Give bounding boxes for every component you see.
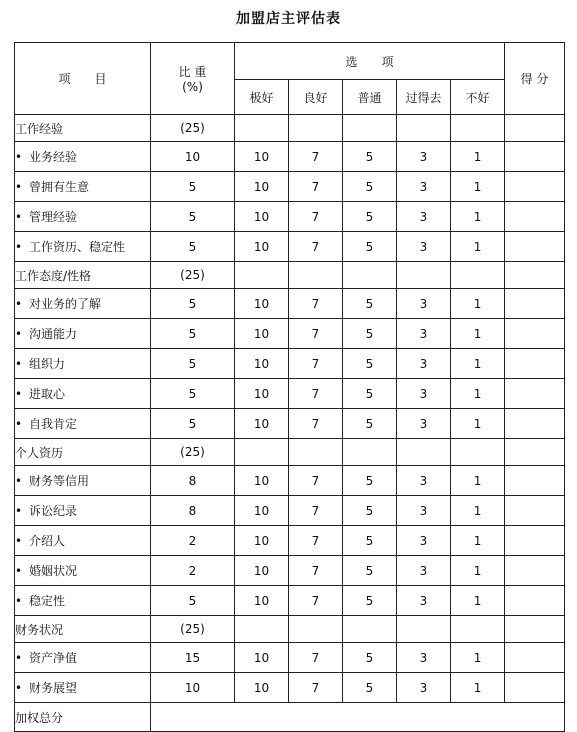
table-body (15, 115, 565, 732)
option-score-0: 10 (235, 289, 289, 319)
table-row (15, 289, 565, 319)
option-score-0: 10 (235, 172, 289, 202)
option-score-0: 10 (235, 586, 289, 616)
item-name-cell (15, 289, 151, 319)
option-score-0: 10 (235, 232, 289, 262)
empty-cell (235, 616, 289, 643)
section-name: 工作态度/性格 (15, 262, 151, 289)
option-score-0: 10 (235, 202, 289, 232)
option-score-4: 1 (451, 409, 505, 439)
item-weight: 8 (151, 496, 235, 526)
item-name: 对业务的了解 (29, 297, 102, 311)
empty-cell (343, 262, 397, 289)
table-row (15, 673, 565, 703)
option-score-2: 5 (343, 526, 397, 556)
item-name-cell (15, 496, 151, 526)
item-name: 组织力 (29, 357, 66, 371)
total-value-cell (151, 703, 565, 732)
option-score-3: 3 (397, 349, 451, 379)
item-weight: 5 (151, 289, 235, 319)
bullet-icon: • (15, 387, 23, 401)
score-cell (505, 616, 565, 643)
option-score-3: 3 (397, 556, 451, 586)
option-score-4: 1 (451, 556, 505, 586)
option-score-2: 5 (343, 673, 397, 703)
bullet-icon: • (15, 150, 23, 164)
item-weight: 5 (151, 172, 235, 202)
item-name-cell (15, 202, 151, 232)
option-score-1: 7 (289, 379, 343, 409)
total-row (15, 703, 565, 732)
option-score-4: 1 (451, 202, 505, 232)
bullet-icon: • (15, 474, 23, 488)
score-cell (505, 319, 565, 349)
table-row (15, 466, 565, 496)
option-score-1: 7 (289, 586, 343, 616)
bullet-icon: • (15, 327, 23, 341)
option-score-2: 5 (343, 202, 397, 232)
empty-cell (451, 439, 505, 466)
option-score-0: 10 (235, 379, 289, 409)
option-score-4: 1 (451, 586, 505, 616)
table-row (15, 496, 565, 526)
option-header-1: 良好 (289, 80, 343, 115)
option-score-3: 3 (397, 319, 451, 349)
option-score-4: 1 (451, 289, 505, 319)
item-weight: 5 (151, 202, 235, 232)
table-row (15, 142, 565, 172)
option-score-3: 3 (397, 172, 451, 202)
option-score-2: 5 (343, 349, 397, 379)
option-score-0: 10 (235, 466, 289, 496)
evaluation-table (14, 42, 565, 732)
option-score-3: 3 (397, 379, 451, 409)
empty-cell (289, 115, 343, 142)
item-name: 稳定性 (29, 594, 66, 608)
table-row (15, 586, 565, 616)
score-cell (505, 172, 565, 202)
table-row (15, 349, 565, 379)
empty-cell (397, 115, 451, 142)
score-cell (505, 526, 565, 556)
option-score-3: 3 (397, 289, 451, 319)
bullet-icon: • (15, 681, 23, 695)
item-name-cell (15, 643, 151, 673)
section-row (15, 262, 565, 289)
score-cell (505, 496, 565, 526)
empty-cell (451, 262, 505, 289)
option-score-4: 1 (451, 172, 505, 202)
table-row (15, 172, 565, 202)
table-row (15, 379, 565, 409)
option-score-1: 7 (289, 172, 343, 202)
option-score-3: 3 (397, 409, 451, 439)
option-score-3: 3 (397, 496, 451, 526)
option-score-3: 3 (397, 142, 451, 172)
option-score-1: 7 (289, 349, 343, 379)
option-score-1: 7 (289, 289, 343, 319)
section-weight: (25) (151, 262, 235, 289)
item-name-cell (15, 379, 151, 409)
option-score-0: 10 (235, 349, 289, 379)
empty-cell (289, 262, 343, 289)
option-score-2: 5 (343, 319, 397, 349)
item-weight: 5 (151, 409, 235, 439)
score-column-header: 得 分 (505, 43, 565, 115)
score-cell (505, 439, 565, 466)
empty-cell (289, 616, 343, 643)
item-name: 婚姻状况 (29, 564, 78, 578)
header-row-top (15, 43, 565, 80)
option-score-0: 10 (235, 409, 289, 439)
option-score-1: 7 (289, 466, 343, 496)
bullet-icon: • (15, 297, 23, 311)
score-cell (505, 349, 565, 379)
empty-cell (397, 439, 451, 466)
item-weight: 15 (151, 643, 235, 673)
empty-cell (343, 439, 397, 466)
option-score-3: 3 (397, 526, 451, 556)
score-cell (505, 289, 565, 319)
item-name-cell (15, 586, 151, 616)
option-score-4: 1 (451, 466, 505, 496)
item-name-cell (15, 409, 151, 439)
empty-cell (451, 115, 505, 142)
score-cell (505, 379, 565, 409)
option-score-0: 10 (235, 496, 289, 526)
option-score-1: 7 (289, 142, 343, 172)
empty-cell (235, 262, 289, 289)
score-cell (505, 466, 565, 496)
option-score-4: 1 (451, 142, 505, 172)
option-score-4: 1 (451, 319, 505, 349)
option-score-3: 3 (397, 643, 451, 673)
option-score-2: 5 (343, 232, 397, 262)
option-score-2: 5 (343, 643, 397, 673)
option-score-1: 7 (289, 232, 343, 262)
bullet-icon: • (15, 651, 23, 665)
option-score-1: 7 (289, 526, 343, 556)
option-score-4: 1 (451, 496, 505, 526)
item-weight: 5 (151, 379, 235, 409)
score-cell (505, 673, 565, 703)
option-score-3: 3 (397, 232, 451, 262)
score-cell (505, 262, 565, 289)
score-cell (505, 202, 565, 232)
item-name-cell (15, 556, 151, 586)
option-score-3: 3 (397, 202, 451, 232)
bullet-icon: • (15, 357, 23, 371)
table-row (15, 202, 565, 232)
section-weight: (25) (151, 616, 235, 643)
item-column-header: 项 目 (15, 43, 151, 115)
empty-cell (343, 115, 397, 142)
bullet-icon: • (15, 417, 23, 431)
option-score-0: 10 (235, 673, 289, 703)
table-row (15, 232, 565, 262)
item-name: 工作资历、稳定性 (29, 240, 126, 254)
bullet-icon: • (15, 594, 23, 608)
page-title: 加盟店主评估表 (236, 11, 341, 27)
item-name-cell (15, 466, 151, 496)
option-header-2: 普通 (343, 80, 397, 115)
option-score-3: 3 (397, 466, 451, 496)
option-score-3: 3 (397, 586, 451, 616)
section-name: 财务状况 (15, 616, 151, 643)
option-header-3: 过得去 (397, 80, 451, 115)
option-score-4: 1 (451, 379, 505, 409)
bullet-icon: • (15, 564, 23, 578)
item-name: 介绍人 (29, 534, 66, 548)
score-cell (505, 142, 565, 172)
item-name: 业务经验 (29, 150, 78, 164)
table-row (15, 409, 565, 439)
empty-cell (343, 616, 397, 643)
score-cell (505, 232, 565, 262)
option-score-2: 5 (343, 496, 397, 526)
item-weight: 5 (151, 319, 235, 349)
option-score-4: 1 (451, 526, 505, 556)
score-cell (505, 586, 565, 616)
item-name: 曾拥有生意 (29, 180, 90, 194)
option-score-4: 1 (451, 673, 505, 703)
option-score-2: 5 (343, 379, 397, 409)
score-cell (505, 115, 565, 142)
bullet-icon: • (15, 210, 23, 224)
item-name-cell (15, 526, 151, 556)
option-score-2: 5 (343, 556, 397, 586)
option-score-1: 7 (289, 319, 343, 349)
item-weight: 5 (151, 232, 235, 262)
option-score-4: 1 (451, 349, 505, 379)
bullet-icon: • (15, 534, 23, 548)
section-row (15, 115, 565, 142)
option-score-2: 5 (343, 409, 397, 439)
option-score-0: 10 (235, 142, 289, 172)
table-row (15, 643, 565, 673)
total-label: 加权总分 (15, 703, 151, 732)
item-name: 诉讼纪录 (29, 504, 78, 518)
option-score-0: 10 (235, 556, 289, 586)
section-name: 个人资历 (15, 439, 151, 466)
options-column-header: 选 项 (235, 43, 505, 80)
option-score-1: 7 (289, 496, 343, 526)
table-row (15, 556, 565, 586)
item-name-cell (15, 673, 151, 703)
option-score-2: 5 (343, 586, 397, 616)
option-score-3: 3 (397, 673, 451, 703)
item-name: 财务展望 (29, 681, 78, 695)
bullet-icon: • (15, 504, 23, 518)
bullet-icon: • (15, 180, 23, 194)
item-weight: 10 (151, 142, 235, 172)
section-name: 工作经验 (15, 115, 151, 142)
option-score-2: 5 (343, 172, 397, 202)
item-weight: 5 (151, 349, 235, 379)
bullet-icon: • (15, 240, 23, 254)
option-score-0: 10 (235, 643, 289, 673)
option-score-1: 7 (289, 643, 343, 673)
empty-cell (235, 115, 289, 142)
option-score-2: 5 (343, 466, 397, 496)
item-weight: 10 (151, 673, 235, 703)
item-name: 进取心 (29, 387, 66, 401)
item-name: 沟通能力 (29, 327, 78, 341)
option-score-0: 10 (235, 526, 289, 556)
section-row (15, 616, 565, 643)
item-name-cell (15, 172, 151, 202)
item-weight: 2 (151, 556, 235, 586)
option-score-1: 7 (289, 556, 343, 586)
empty-cell (289, 439, 343, 466)
section-row (15, 439, 565, 466)
option-header-0: 极好 (235, 80, 289, 115)
option-score-2: 5 (343, 142, 397, 172)
option-score-1: 7 (289, 202, 343, 232)
table-row (15, 319, 565, 349)
option-header-4: 不好 (451, 80, 505, 115)
option-score-1: 7 (289, 409, 343, 439)
empty-cell (397, 616, 451, 643)
item-name-cell (15, 319, 151, 349)
option-score-4: 1 (451, 232, 505, 262)
empty-cell (397, 262, 451, 289)
item-name: 自我肯定 (29, 417, 78, 431)
item-name-cell (15, 349, 151, 379)
section-weight: (25) (151, 115, 235, 142)
option-score-4: 1 (451, 643, 505, 673)
empty-cell (451, 616, 505, 643)
item-weight: 2 (151, 526, 235, 556)
item-name: 财务等信用 (29, 474, 90, 488)
table-row (15, 526, 565, 556)
score-cell (505, 643, 565, 673)
item-name-cell (15, 232, 151, 262)
option-score-1: 7 (289, 673, 343, 703)
item-name: 管理经验 (29, 210, 78, 224)
section-weight: (25) (151, 439, 235, 466)
item-name: 资产净值 (29, 651, 78, 665)
weight-column-header: 比 重 (%) (151, 43, 235, 115)
score-cell (505, 556, 565, 586)
item-weight: 5 (151, 586, 235, 616)
empty-cell (235, 439, 289, 466)
option-score-2: 5 (343, 289, 397, 319)
item-weight: 8 (151, 466, 235, 496)
item-name-cell (15, 142, 151, 172)
score-cell (505, 409, 565, 439)
option-score-0: 10 (235, 319, 289, 349)
